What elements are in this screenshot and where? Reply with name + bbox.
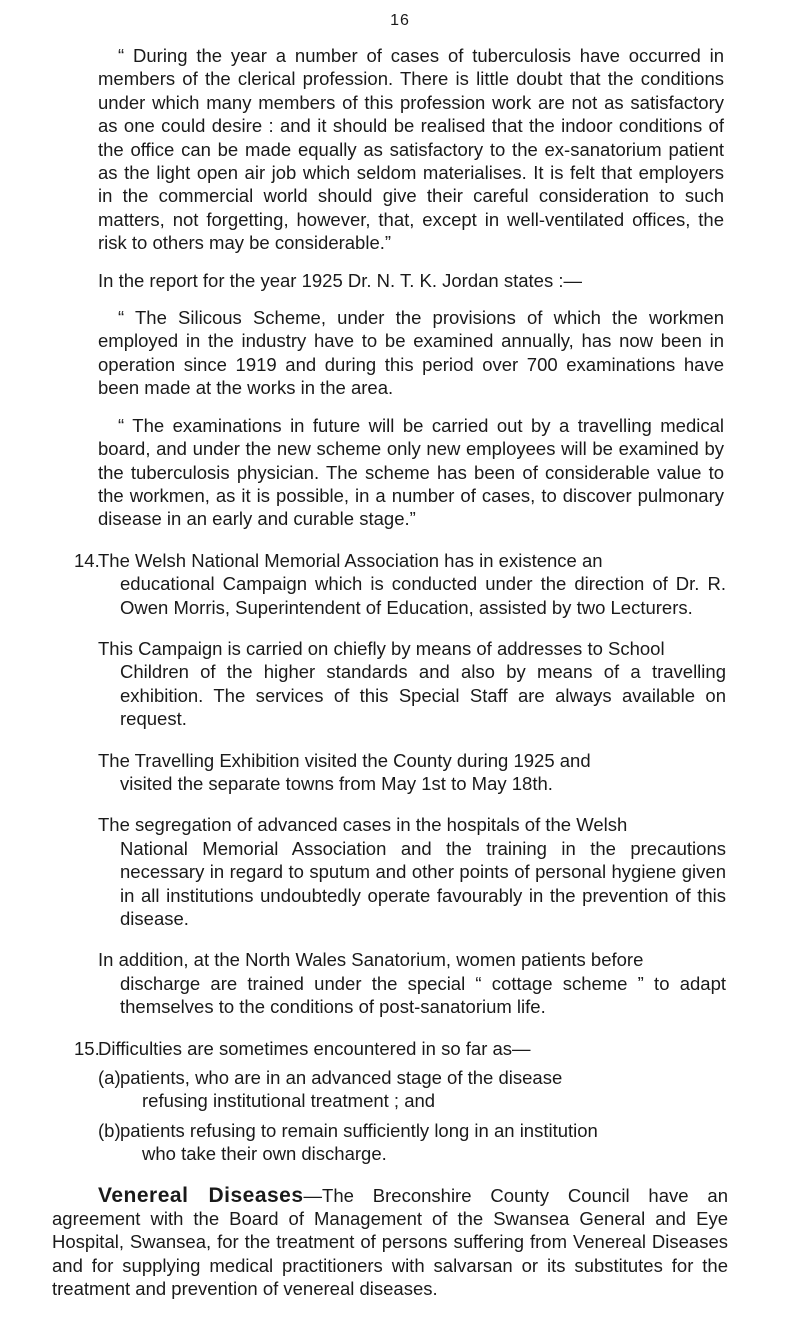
exhibition-continuation: visited the separate towns from May 1st to May 18th. xyxy=(120,772,553,794)
difficulty-b-first-line: patients refusing to remain sufficiently long in an institution xyxy=(120,1119,598,1141)
campaign-paragraph xyxy=(0,637,800,731)
exhibition-paragraph xyxy=(0,749,800,796)
venereal-diseases-paragraph xyxy=(0,1184,800,1301)
quote-silicous-scheme: “ The Silicous Scheme, under the provisions of which the workmen employed in the industry have to be examined annually, has now been in operation since 1919 and during this period over 700 examinations have been made at the works in the area. xyxy=(98,307,724,399)
segregation-continuation: National Memorial Association and the training in the precautions necessary in regard to sputum and other points of personal hygiene given in all institutions undoubtedly operate favourably in the prevention of this disease. xyxy=(120,837,726,929)
north-wales-paragraph xyxy=(0,948,800,1018)
quote-examinations: “ The examinations in future will be carried out by a travelling medical board, and under the new scheme only new employees will be examined by the tuberculosis physician. The scheme has been of considerable value to the workmen, as it is possible, in a number of cases, to discover pulmonary disease in an early and curable stage.” xyxy=(98,414,724,530)
north-wales-first-line: In addition, at the North Wales Sanatorium, women patients before xyxy=(98,949,644,971)
section-15-text: Difficulties are sometimes encountered in so far as— xyxy=(98,1037,531,1059)
page-body xyxy=(0,44,800,1301)
section-number: 15. xyxy=(74,1037,100,1059)
campaign-first-line: This Campaign is carried on chiefly by means of addresses to School xyxy=(98,637,665,659)
quote-clerical-profession: “ During the year a number of cases of tuberculosis have occurred in members of the clerical profession. There is little doubt that the conditions under which many members of this profession work are not as satisfactory as one could desire : and it should be realised that the indoor conditions of the office can be made equally as satisfactory to the ex-sanatorium patient as the light open air job which seldom materialises. It is felt that employers in the commercial world should give their careful consideration to such matters, not forgetting, however, that, except in well-ventilated offices, the risk to others may be considerable.” xyxy=(98,45,724,254)
venereal-diseases-text: —The Breconshire County Council have an agreement with the Board of Management of the Swansea General and Eye Hospital, Swansea, for the treatment of persons suffering from Venereal Diseases and for supplying medical practitioners with salvarsan or its substitutes for the treatment and prevention of venereal diseases. xyxy=(52,1184,728,1300)
item-label: (a) xyxy=(98,1067,121,1089)
north-wales-continuation: discharge are trained under the special “ cottage scheme ” to adapt themselves to the conditions of post-sanatorium life. xyxy=(120,972,726,1018)
difficulty-b xyxy=(0,1119,800,1166)
difficulty-a-first-line: patients, who are in an advanced stage of the disease xyxy=(120,1067,563,1089)
report-intro: In the report for the year 1925 Dr. N. T. K. Jordan states :— xyxy=(98,269,582,291)
segregation-paragraph xyxy=(0,813,800,930)
section-15 xyxy=(0,1037,800,1060)
section-14-first-line: The Welsh National Memorial Association has in existence an xyxy=(98,549,603,571)
segregation-first-line: The segregation of advanced cases in the hospitals of the Welsh xyxy=(98,814,628,836)
item-label: (b) xyxy=(98,1119,121,1141)
section-number: 14. xyxy=(74,549,100,571)
venereal-diseases-heading: Venereal Diseases xyxy=(98,1183,304,1207)
page-number: 16 xyxy=(390,12,410,29)
section-14 xyxy=(0,549,800,619)
difficulty-a-continuation: refusing institutional treatment ; and xyxy=(142,1090,436,1112)
section-14-continuation: educational Campaign which is conducted under the direction of Dr. R. Owen Morris, Superintendent of Education, assisted by two Lecturers. xyxy=(120,573,726,618)
difficulty-a xyxy=(0,1066,800,1113)
exhibition-first-line: The Travelling Exhibition visited the County during 1925 and xyxy=(98,749,591,771)
difficulty-b-continuation: who take their own discharge. xyxy=(142,1143,387,1165)
campaign-continuation: Children of the higher standards and also by means of a travelling exhibition. The services of this Special Staff are always available on request. xyxy=(120,661,726,730)
